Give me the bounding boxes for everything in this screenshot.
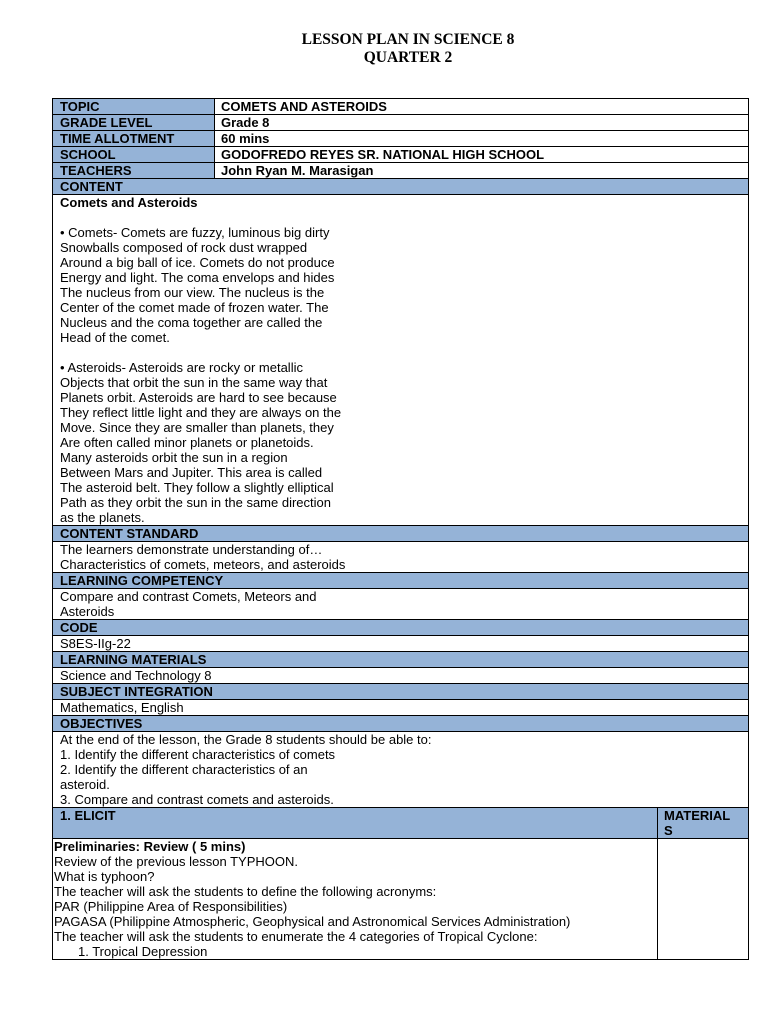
section-header: CONTENT <box>53 179 748 194</box>
title-line-1: LESSON PLAN IN SCIENCE 8 <box>301 31 515 48</box>
info-row-time-allotment <box>53 131 748 147</box>
section-header-code <box>53 620 748 636</box>
info-value: COMETS AND ASTEROIDS <box>221 99 387 114</box>
section-body-learning-materials <box>53 668 748 684</box>
section-header: CONTENT STANDARD <box>53 526 748 541</box>
document-title <box>0 31 768 67</box>
info-value: Grade 8 <box>221 115 270 130</box>
info-label: TOPIC <box>53 99 215 114</box>
section-header: SUBJECT INTEGRATION <box>53 684 748 699</box>
section-body-code <box>53 636 748 652</box>
section-header-learning-materials <box>53 652 748 668</box>
section-body-objectives <box>53 732 748 808</box>
section-header-subject-integration <box>53 684 748 700</box>
elicit-body <box>53 839 657 959</box>
section-header: LEARNING COMPETENCY <box>53 573 748 588</box>
elicit-line: What is typhoon? <box>54 869 155 884</box>
info-row-grade-level <box>53 115 748 131</box>
section-header-objectives <box>53 716 748 732</box>
section-body <box>53 195 748 525</box>
section-body: At the end of the lesson, the Grade 8 students should be able to: 1. Identify the different characteristics of comets 2. Identify the different characteristics of an asteroid. 3. Compare and contrast comets and asteroids. <box>60 732 432 807</box>
section-header-content <box>53 179 748 195</box>
info-row-topic <box>53 99 748 115</box>
elicit-header: 1. ELICIT <box>53 808 657 838</box>
section-body-content <box>53 195 748 526</box>
info-value: John Ryan M. Marasigan <box>221 163 374 178</box>
info-label: GRADE LEVEL <box>53 115 215 130</box>
section-body: Compare and contrast Comets, Meteors and Asteroids <box>60 589 317 619</box>
section-body-content-standard <box>53 542 748 573</box>
section-body-learning-competency <box>53 589 748 620</box>
section-body-subject-integration <box>53 700 748 716</box>
elicit-line: PAGASA (Philippine Atmospheric, Geophysical and Astronomical Services Administration) <box>54 914 571 929</box>
section-header: LEARNING MATERIALS <box>53 652 748 667</box>
elicit-line: Review of the previous lesson TYPHOON. <box>54 854 298 869</box>
info-row-teachers <box>53 163 748 179</box>
info-label: TEACHERS <box>53 163 215 178</box>
elicit-line: PAR (Philippine Area of Responsibilities) <box>54 899 288 914</box>
section-body: Science and Technology 8 <box>60 668 212 683</box>
section-body: S8ES-IIg-22 <box>60 636 131 651</box>
section-header: OBJECTIVES <box>53 716 748 731</box>
section-body: The learners demonstrate understanding of… Characteristics of comets, meteors, and asteroids <box>60 542 346 572</box>
elicit-line: The teacher will ask the students to define the following acronyms: <box>54 884 437 899</box>
info-label: TIME ALLOTMENT <box>53 131 215 146</box>
elicit-line: The teacher will ask the students to enumerate the 4 categories of Tropical Cyclone: <box>54 929 538 944</box>
asteroids-paragraph: • Asteroids- Asteroids are rocky or metallic Objects that orbit the sun in the same way that Planets orbit. Asteroids are hard to see because They reflect little light and they are always on the Move. Since they are smaller than planets, they Are often called minor planets or planetoids. Many asteroids orbit the sun in a region Between Mars and Jupiter. This area is called The asteroid belt. They follow a slightly elliptical Path as they orbit the sun in the same direction as the planets. <box>60 360 342 525</box>
info-row-school <box>53 147 748 163</box>
info-value: GODOFREDO REYES SR. NATIONAL HIGH SCHOOL <box>221 147 545 162</box>
section-header-learning-competency <box>53 573 748 589</box>
content-subtitle: Comets and Asteroids <box>60 195 198 210</box>
materials-header: MATERIAL S <box>658 808 748 838</box>
info-value: 60 mins <box>221 131 270 146</box>
preliminaries-heading: Preliminaries: Review ( 5 mins) <box>54 839 246 854</box>
section-body: Mathematics, English <box>60 700 184 715</box>
comets-paragraph: • Comets- Comets are fuzzy, luminous big dirty Snowballs composed of rock dust wrapped Around a big ball of ice. Comets do not produce Energy and light. The coma envelops and hides The nucleus from our view. The nucleus is the Center of the comet made of frozen water. The Nucleus and the coma together are called the Head of the comet. <box>60 225 335 345</box>
elicit-section <box>53 808 748 959</box>
materials-cell <box>658 839 748 959</box>
lesson-plan-table <box>52 98 749 960</box>
title-line-2: QUARTER 2 <box>363 49 453 66</box>
info-label: SCHOOL <box>53 147 215 162</box>
section-header: CODE <box>53 620 748 635</box>
list-item: 1. Tropical Depression <box>78 944 208 959</box>
section-header-content-standard <box>53 526 748 542</box>
